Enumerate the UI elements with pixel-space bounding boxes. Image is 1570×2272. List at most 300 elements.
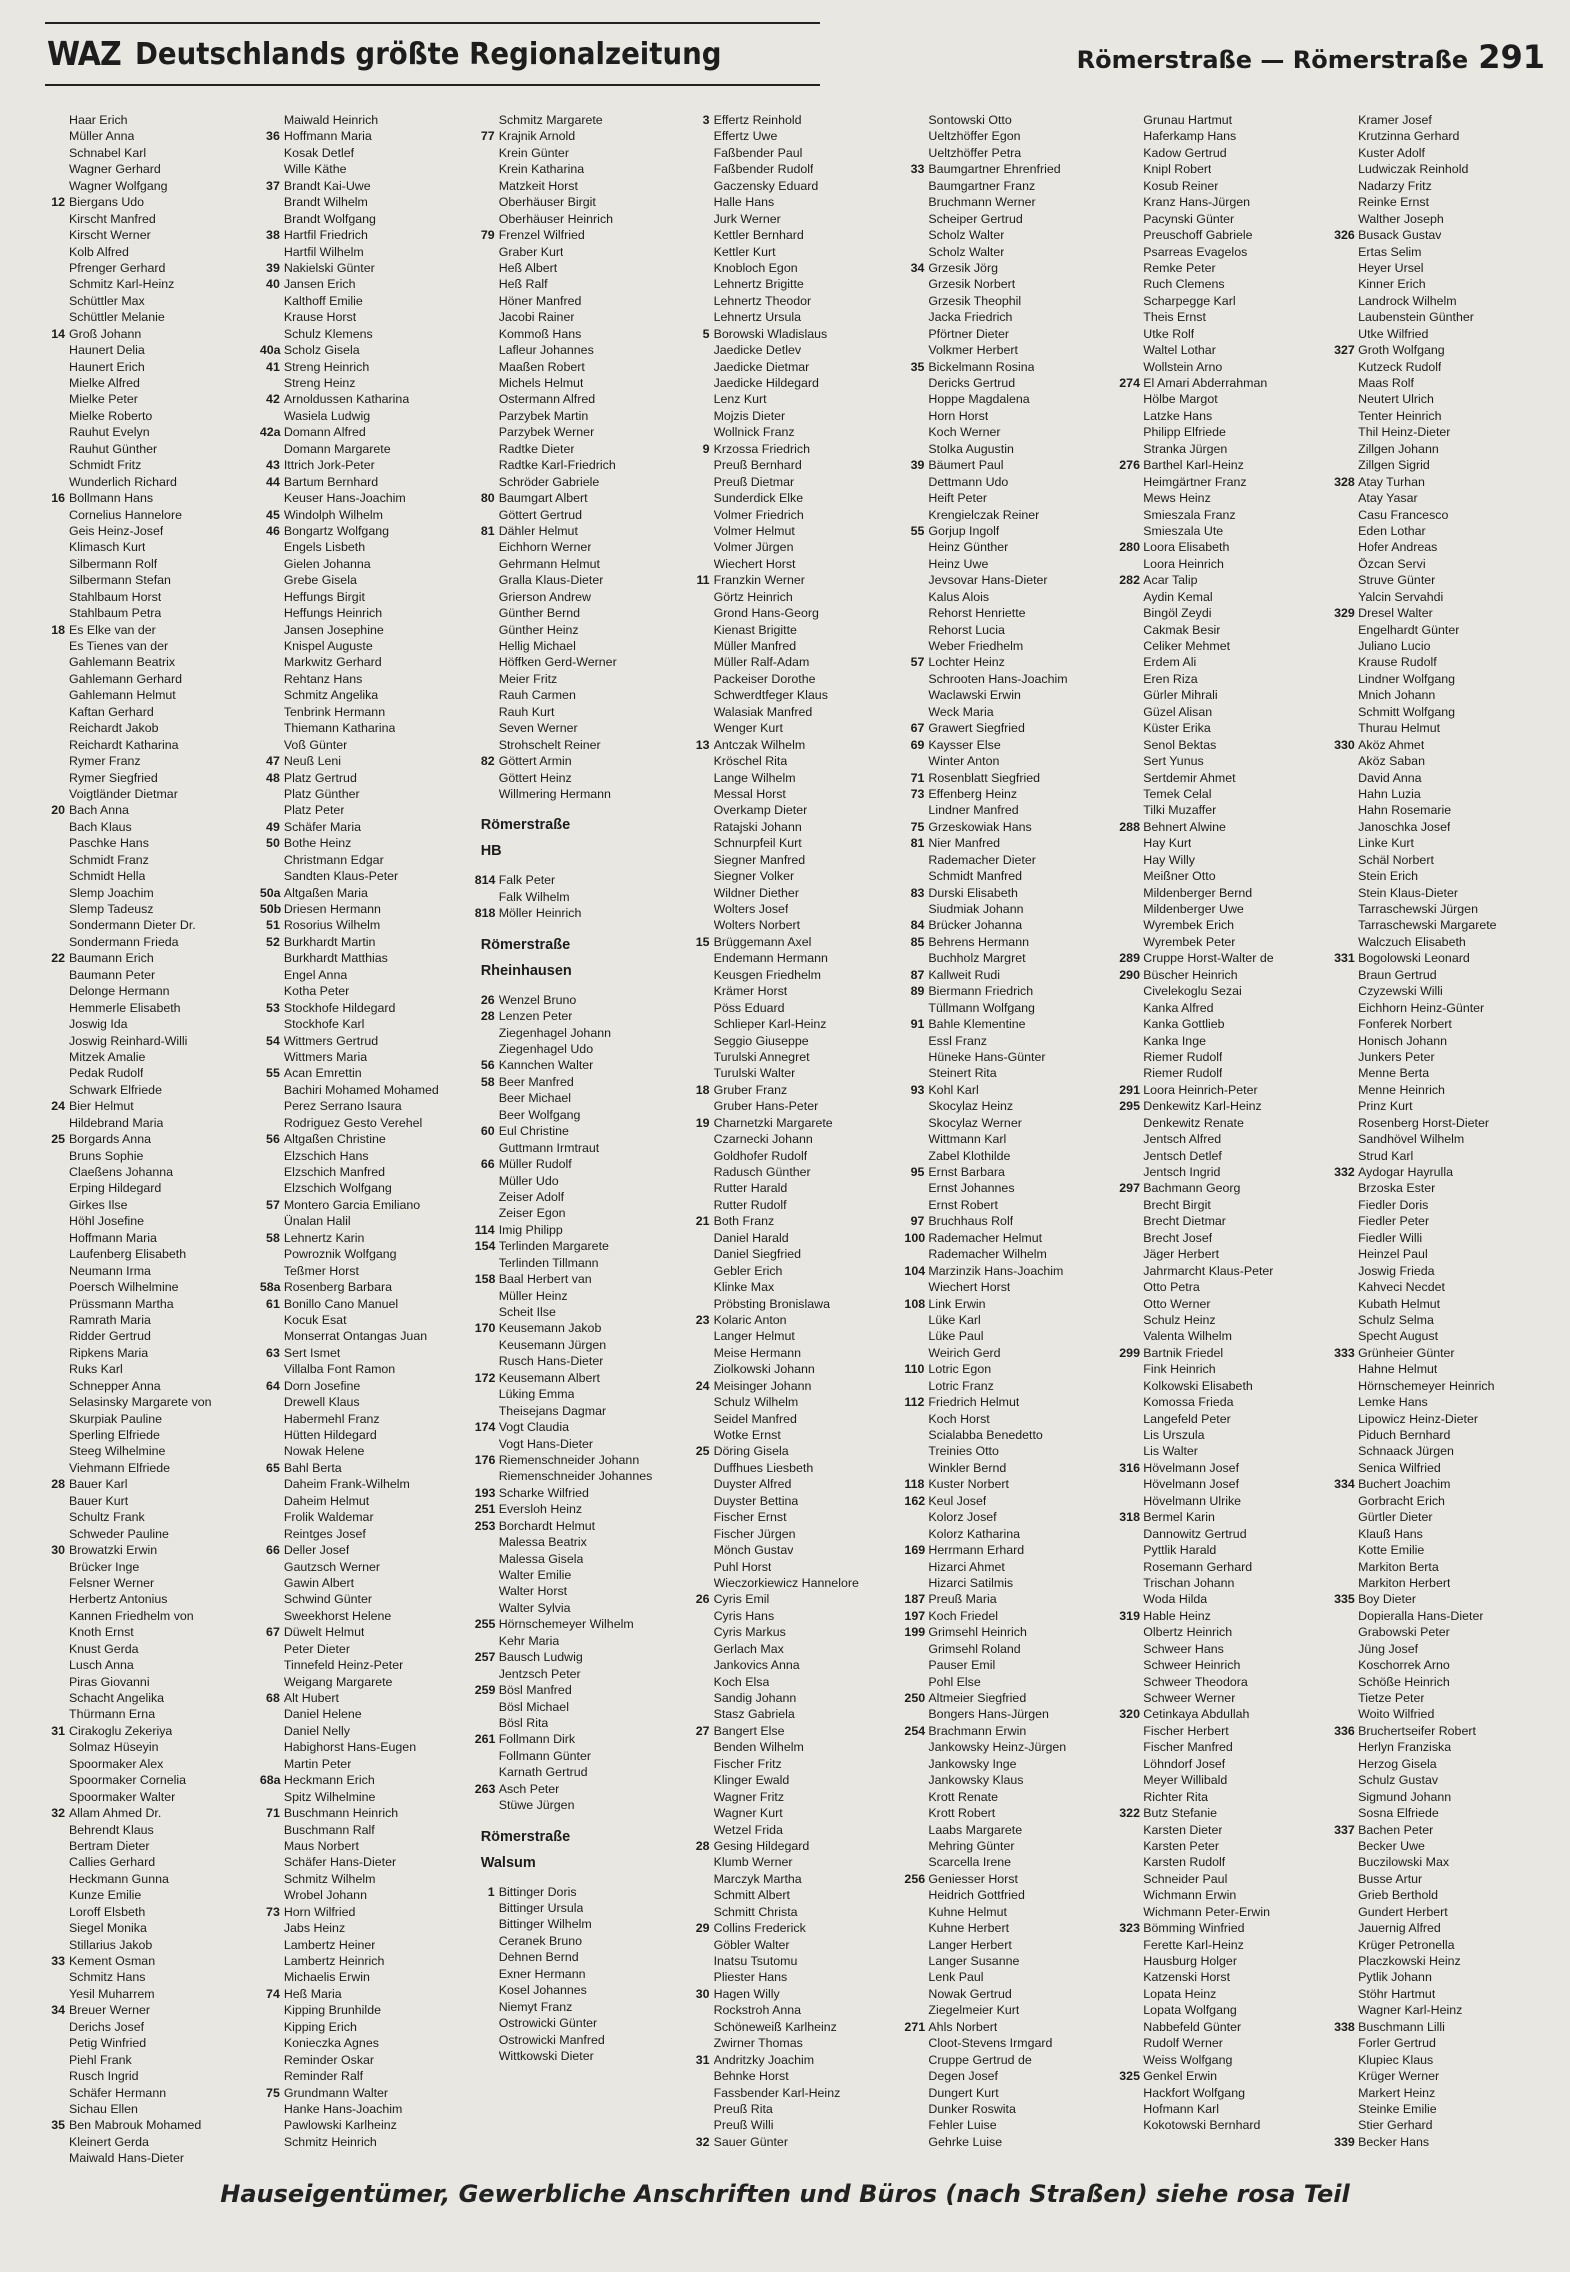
directory-entry: [1334, 1624, 1535, 1640]
directory-entry: [475, 2015, 676, 2031]
directory-entry: [260, 786, 461, 802]
house-number: [1334, 1394, 1358, 1410]
house-number: [904, 1033, 928, 1049]
directory-entry: [1119, 1789, 1320, 1805]
directory-entry: [904, 1641, 1105, 1657]
resident-name: Wittmers Gertrud: [283, 1033, 379, 1048]
house-number: [1334, 1969, 1358, 1985]
house-number: 26: [480, 992, 495, 1007]
resident-name: Hoffmann Maria: [69, 1230, 157, 1245]
house-number: [475, 638, 499, 654]
resident-name: Heckmann Gunna: [69, 1871, 169, 1886]
directory-entry: [690, 852, 891, 868]
resident-name: Krämer Horst: [713, 984, 788, 999]
house-number: [904, 194, 928, 210]
directory-entry: [1119, 819, 1320, 835]
directory-entry: [904, 194, 1105, 210]
house-number: [1334, 934, 1358, 950]
resident-name: Schmidt Fritz: [69, 458, 142, 473]
resident-name: Voigtländer Dietmar: [69, 786, 178, 801]
resident-name: Aydin Kemal: [1143, 589, 1213, 604]
house-number: 43: [266, 458, 280, 473]
house-number: [904, 474, 928, 490]
resident-name: Lehnertz Brigitte: [713, 277, 804, 292]
resident-name: Lenzen Peter: [498, 1009, 573, 1024]
resident-name: Beer Wolfgang: [498, 1107, 581, 1122]
resident-name: Kadow Gertrud: [1143, 145, 1227, 160]
directory-entry: [690, 359, 891, 375]
resident-name: Czyzewski Willi: [1358, 984, 1443, 999]
house-number: 323: [1119, 1921, 1140, 1936]
house-number: [260, 720, 284, 736]
resident-name: Rademacher Wilhelm: [928, 1247, 1047, 1262]
house-number: [45, 342, 69, 358]
directory-entry: [1334, 1937, 1535, 1953]
directory-entry: [1119, 1969, 1320, 1985]
resident-name: Falk Wilhelm: [498, 889, 570, 904]
house-number: [904, 1098, 928, 1114]
house-number: [475, 1567, 499, 1583]
directory-entry: [475, 1288, 676, 1304]
house-number: 257: [474, 1650, 496, 1665]
house-number: [1334, 1427, 1358, 1443]
resident-name: Loora Elisabeth: [1143, 540, 1230, 555]
directory-entry: [475, 1999, 676, 2015]
resident-name: Theis Ernst: [1143, 310, 1206, 325]
resident-name: Benden Wilhelm: [713, 1740, 804, 1755]
directory-entry: [1119, 1427, 1320, 1443]
resident-name: Jankowsky Heinz-Jürgen: [928, 1740, 1067, 1755]
directory-entry: [475, 786, 676, 802]
house-number: [475, 457, 499, 473]
directory-entry: [904, 507, 1105, 523]
house-number: [45, 1443, 69, 1459]
footer-note: Hauseigentümer, Gewerbliche Anschriften und Büros (nach Straßen) siehe rosa Teil: [220, 2180, 1350, 2208]
house-number: [45, 917, 69, 933]
resident-name: Ziegelmeier Kurt: [928, 2003, 1020, 2018]
directory-entry: [1119, 852, 1320, 868]
directory-entry: [260, 1986, 461, 2002]
house-number: [45, 1230, 69, 1246]
house-number: [45, 737, 69, 753]
directory-entry: [1119, 1591, 1320, 1607]
house-number: 333: [1334, 1345, 1355, 1360]
directory-entry: [904, 1822, 1105, 1838]
directory-entry: [475, 1304, 676, 1320]
house-number: [904, 1427, 928, 1443]
resident-name: Thil Heinz-Dieter: [1358, 425, 1451, 440]
directory-entry: [260, 1394, 461, 1410]
directory-entry: [1119, 293, 1320, 309]
directory-entry: [260, 1838, 461, 1854]
house-number: [1119, 1411, 1143, 1427]
house-number: [1119, 654, 1143, 670]
house-number: [1334, 1772, 1358, 1788]
directory-entry: [1334, 1460, 1535, 1476]
directory-entry: [45, 917, 246, 933]
resident-name: Joswig Ida: [69, 1017, 128, 1032]
resident-name: Sondermann Frieda: [69, 934, 179, 949]
house-number: 259: [474, 1683, 496, 1698]
resident-name: Mielke Peter: [69, 392, 138, 407]
directory-entry: [475, 671, 676, 687]
house-number: [690, 1460, 714, 1476]
directory-entry: [1334, 2068, 1535, 2084]
directory-entry: [45, 1213, 246, 1229]
resident-name: Bahle Klementine: [928, 1017, 1026, 1032]
resident-name: Scharke Wilfried: [498, 1485, 589, 1500]
resident-name: Ramrath Maria: [69, 1312, 151, 1327]
directory-entry: [690, 1624, 891, 1640]
directory-entry: [1334, 260, 1535, 276]
resident-name: Neumann Irma: [69, 1263, 151, 1278]
house-number: [45, 852, 69, 868]
house-number: 38: [266, 228, 280, 243]
resident-name: Packeiser Dorothe: [713, 671, 816, 686]
resident-name: Vogt Claudia: [498, 1420, 569, 1435]
directory-column-2: [260, 112, 461, 2167]
resident-name: Koschorrek Arno: [1358, 1658, 1450, 1673]
house-number: 276: [1119, 458, 1140, 473]
resident-name: Bonillo Cano Manuel: [283, 1296, 399, 1311]
directory-entry: [45, 1131, 246, 1147]
directory-entry: [45, 391, 246, 407]
resident-name: Denkewitz Karl-Heinz: [1143, 1099, 1262, 1114]
resident-name: Neuß Leni: [283, 754, 342, 769]
house-number: [45, 1378, 69, 1394]
directory-entry: [260, 1098, 461, 1114]
directory-entry: [475, 276, 676, 292]
directory-entry: [1334, 1493, 1535, 1509]
directory-entry: [690, 720, 891, 736]
house-number: [690, 654, 714, 670]
directory-entry: [475, 359, 676, 375]
house-number: [45, 1756, 69, 1772]
directory-entry: [260, 474, 461, 490]
resident-name: Müller Manfred: [713, 639, 797, 653]
directory-entry: [690, 983, 891, 999]
house-number: [1334, 1641, 1358, 1657]
house-number: [45, 2150, 69, 2166]
directory-entry: [475, 1238, 676, 1254]
directory-entry: [1334, 1641, 1535, 1657]
directory-entry: [1119, 194, 1320, 210]
resident-name: Spoormaker Cornelia: [69, 1773, 187, 1788]
house-number: [45, 1904, 69, 1920]
house-number: [45, 1920, 69, 1936]
house-number: [690, 983, 714, 999]
house-number: [1119, 917, 1143, 933]
house-number: [1119, 589, 1143, 605]
house-number: [45, 868, 69, 884]
directory-entry: [45, 2101, 246, 2117]
resident-name: Krause Rudolf: [1358, 655, 1437, 670]
house-number: [475, 556, 499, 572]
house-number: [1119, 1575, 1143, 1591]
directory-entry: [475, 1949, 676, 1965]
house-number: [45, 1345, 69, 1361]
resident-name: Wenzel Bruno: [498, 992, 577, 1007]
house-number: 25: [695, 1444, 710, 1459]
resident-name: Rosemann Gerhard: [1143, 1559, 1253, 1574]
house-number: [260, 1937, 284, 1953]
house-number: [1119, 1213, 1143, 1229]
resident-name: Deller Josef: [283, 1543, 350, 1558]
house-number: [690, 950, 714, 966]
house-number: [1334, 1986, 1358, 2002]
directory-entry: [904, 1509, 1105, 1525]
directory-entry: [475, 1403, 676, 1419]
resident-name: Degen Josef: [928, 2069, 998, 2084]
resident-name: Bier Helmut: [69, 1099, 134, 1114]
resident-name: Burkhardt Martin: [283, 934, 376, 949]
house-number: [904, 1460, 928, 1476]
house-number: [1334, 424, 1358, 440]
house-number: [690, 1624, 714, 1640]
directory-entry: [1119, 589, 1320, 605]
directory-entry: [260, 408, 461, 424]
resident-name: Beer Michael: [498, 1091, 572, 1106]
house-number: [904, 375, 928, 391]
house-number: 15: [695, 934, 710, 949]
directory-entry: [1119, 375, 1320, 391]
house-number: [45, 112, 69, 128]
directory-entry: [904, 654, 1105, 670]
house-number: 91: [910, 1017, 925, 1032]
house-number: 66: [480, 1157, 495, 1172]
directory-entry: [1334, 1246, 1535, 1262]
directory-entry: [1119, 1509, 1320, 1525]
resident-name: Grebe Gisela: [283, 573, 357, 588]
resident-name: Powroznik Wolfgang: [283, 1247, 397, 1262]
house-number: 3: [702, 113, 710, 127]
resident-name: Langer Susanne: [928, 1954, 1020, 1968]
house-number: [1119, 1443, 1143, 1459]
resident-name: Schnepper Anna: [69, 1378, 161, 1393]
resident-name: Rosenberg Horst-Dieter: [1358, 1115, 1489, 1130]
resident-name: Groth Wolfgang: [1358, 343, 1445, 358]
house-number: [45, 1657, 69, 1673]
directory-entry: [260, 276, 461, 292]
directory-entry: [690, 1345, 891, 1361]
house-number: [904, 1328, 928, 1344]
house-number: [475, 1255, 499, 1271]
house-number: [690, 638, 714, 654]
house-number: [475, 720, 499, 736]
resident-name: Elzschich Hans: [283, 1148, 369, 1163]
house-number: [1119, 1328, 1143, 1344]
house-number: [45, 1822, 69, 1838]
resident-name: Senol Bektas: [1143, 737, 1217, 752]
house-number: [690, 1756, 714, 1772]
resident-name: Weber Friedhelm: [928, 639, 1024, 653]
resident-name: Hahn Luzia: [1358, 786, 1421, 801]
resident-name: Jabs Heinz: [283, 1921, 346, 1936]
resident-name: Sandhövel Wilhelm: [1358, 1132, 1465, 1147]
resident-name: Streng Heinz: [283, 376, 356, 390]
directory-entry: [45, 2150, 246, 2166]
directory-entry: [690, 1082, 891, 1098]
house-number: 20: [51, 803, 65, 818]
resident-name: Struve Günter: [1358, 573, 1436, 588]
house-number: [690, 1772, 714, 1788]
house-number: [475, 1916, 499, 1932]
directory-entry: [45, 1591, 246, 1607]
resident-name: Steeg Wilhelmine: [69, 1444, 166, 1459]
directory-entry: [1334, 852, 1535, 868]
house-number: 77: [480, 129, 495, 144]
resident-name: Petig Winfried: [69, 2036, 147, 2051]
directory-entry: [904, 770, 1105, 786]
house-number: [904, 1674, 928, 1690]
directory-entry: [45, 1000, 246, 1016]
directory-entry: [45, 523, 246, 539]
directory-entry: [1119, 835, 1320, 851]
resident-name: Krott Renate: [928, 1789, 998, 1804]
house-number: [45, 293, 69, 309]
directory-entry: [475, 227, 676, 243]
directory-entry: [45, 1411, 246, 1427]
house-number: [690, 260, 714, 276]
house-number: [1334, 2101, 1358, 2117]
house-number: [45, 178, 69, 194]
directory-entry: [904, 1148, 1105, 1164]
directory-entry: [1119, 1542, 1320, 1558]
directory-entry: [1119, 1213, 1320, 1229]
house-number: [45, 819, 69, 835]
resident-name: Bittinger Ursula: [498, 1901, 584, 1915]
resident-name: Hütten Hildegard: [283, 1428, 377, 1442]
directory-entry: [1119, 1361, 1320, 1377]
resident-name: Trischan Johann: [1143, 1575, 1235, 1590]
house-number: [1334, 490, 1358, 506]
house-number: 332: [1334, 1165, 1355, 1179]
resident-name: Krengielczak Reiner: [928, 507, 1040, 522]
resident-name: Theisejans Dagmar: [498, 1403, 607, 1418]
house-number: 162: [904, 1493, 926, 1508]
directory-entry: [690, 1115, 891, 1131]
directory-entry: [475, 490, 676, 506]
resident-name: Kannchen Walter: [498, 1058, 594, 1073]
house-number: [1119, 211, 1143, 227]
directory-entry: [1119, 1279, 1320, 1295]
directory-entry: [45, 1443, 246, 1459]
directory-entry: [1334, 490, 1535, 506]
house-number: [260, 490, 284, 506]
directory-entry: [1119, 342, 1320, 358]
directory-entry: [260, 507, 461, 523]
resident-name: Schmitt Wolfgang: [1358, 704, 1456, 719]
directory-entry: [1119, 408, 1320, 424]
directory-entry: [260, 227, 461, 243]
house-number: 39: [266, 260, 280, 275]
resident-name: Cruppe Gertrud de: [928, 2052, 1032, 2067]
house-number: 66: [266, 1543, 280, 1558]
directory-entry: [260, 112, 461, 128]
resident-name: Grzeskowiak Hans: [928, 819, 1032, 834]
directory-entry: [260, 1033, 461, 1049]
house-number: [45, 1328, 69, 1344]
house-number: [1119, 1493, 1143, 1509]
resident-name: Bäumert Paul: [928, 458, 1004, 473]
house-number: [260, 786, 284, 802]
resident-name: Wetzel Frida: [713, 1822, 783, 1837]
directory-entry: [1119, 2052, 1320, 2068]
resident-name: Baal Herbert van: [498, 1272, 592, 1287]
directory-entry: [45, 112, 246, 128]
resident-name: Hövelmann Ulrike: [1143, 1493, 1242, 1508]
directory-entry: [475, 539, 676, 555]
resident-name: Altgaßen Christine: [283, 1132, 386, 1147]
house-number: [1119, 737, 1143, 753]
resident-name: Weigang Margarete: [283, 1674, 393, 1689]
house-number: [1119, 112, 1143, 128]
house-number: [1334, 1016, 1358, 1032]
house-number: [1119, 194, 1143, 210]
resident-name: Follmann Günter: [498, 1748, 591, 1763]
house-number: [45, 244, 69, 260]
resident-name: Streng Heinrich: [283, 359, 370, 374]
resident-name: Wagner Karl-Heinz: [1358, 2003, 1463, 2018]
house-number: [690, 1657, 714, 1673]
resident-name: Skocylaz Werner: [928, 1115, 1022, 1130]
directory-entry: [690, 1822, 891, 1838]
resident-name: Tietze Peter: [1358, 1691, 1425, 1705]
house-number: [45, 1789, 69, 1805]
house-number: [690, 1197, 714, 1213]
resident-name: Kramer Josef: [1358, 113, 1432, 127]
directory-entry: [690, 507, 891, 523]
house-number: 172: [474, 1370, 496, 1385]
directory-entry: [904, 293, 1105, 309]
house-number: [690, 1427, 714, 1443]
directory-entry: [904, 244, 1105, 260]
directory-entry: [690, 1328, 891, 1344]
resident-name: Stein Klaus-Dieter: [1358, 885, 1458, 900]
house-number: 110: [904, 1362, 925, 1377]
directory-entry: [1334, 770, 1535, 786]
house-number: 254: [904, 1723, 926, 1738]
directory-entry: [1334, 441, 1535, 457]
resident-name: Jacobi Rainer: [498, 310, 575, 325]
resident-name: Brecht Birgit: [1143, 1197, 1211, 1212]
resident-name: Wille Käthe: [283, 162, 347, 177]
resident-name: Rehtanz Hans: [283, 671, 363, 686]
directory-entry: [260, 1230, 461, 1246]
directory-entry: [1119, 391, 1320, 407]
directory-entry: [260, 1920, 461, 1936]
directory-entry: [1119, 260, 1320, 276]
directory-entry: [1119, 1805, 1320, 1821]
directory-entry: [1334, 802, 1535, 818]
resident-name: Stillarius Jakob: [69, 1937, 153, 1952]
resident-name: Fiedler Peter: [1358, 1214, 1430, 1229]
resident-name: Keul Josef: [928, 1493, 987, 1508]
directory-entry: [690, 1394, 891, 1410]
directory-entry: [45, 1361, 246, 1377]
house-number: 34: [51, 2003, 65, 2018]
house-number: 326: [1334, 228, 1355, 243]
resident-name: Komossa Frieda: [1143, 1395, 1234, 1410]
resident-name: Marzinzik Hans-Joachim: [928, 1263, 1064, 1278]
house-number: [1334, 1131, 1358, 1147]
house-number: [475, 359, 499, 375]
resident-name: Grunau Hartmut: [1143, 113, 1233, 127]
resident-name: Meisinger Johann: [713, 1378, 812, 1393]
directory-entry: [260, 638, 461, 654]
house-number: [475, 1982, 499, 1998]
directory-entry: [45, 1641, 246, 1657]
